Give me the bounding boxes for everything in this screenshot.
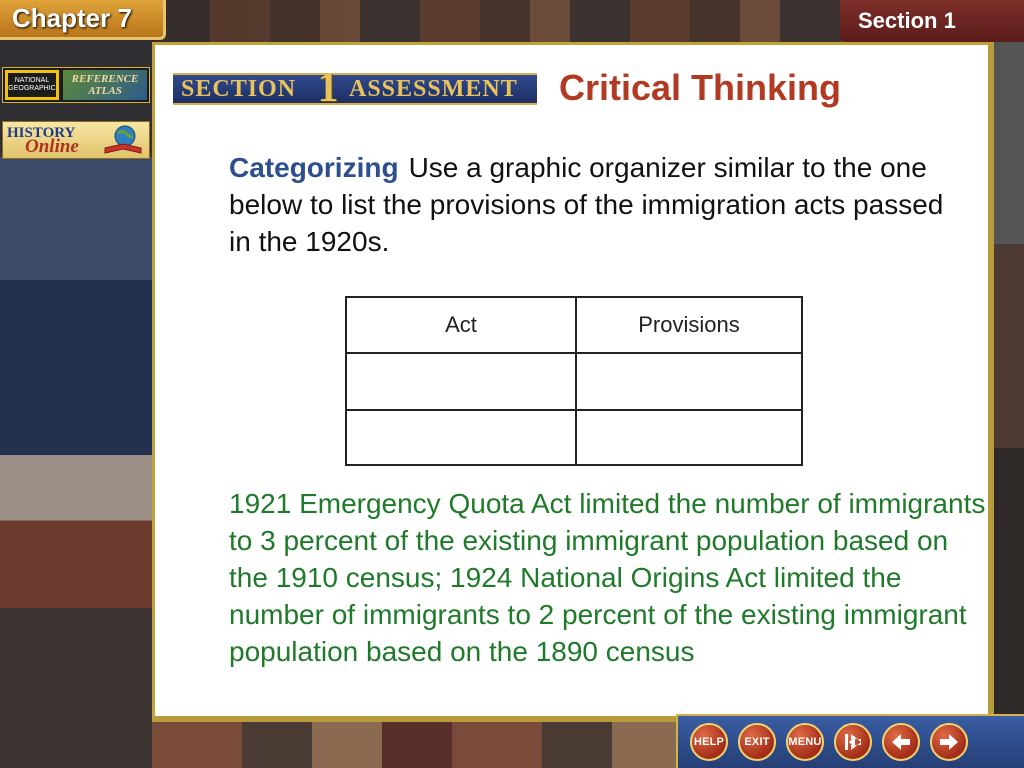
exit-button[interactable]: EXIT [738,723,776,761]
question-text: Use a graphic organizer similar to the one below to list the provisions of the immigration acts passed in the 1920s. [229,152,944,257]
banner-section-word: SECTION [181,76,297,102]
column-header-act: Act [347,298,577,354]
page-title: Critical Thinking [559,67,842,108]
table-cell [347,411,577,464]
question-prompt [229,149,949,260]
section-tab: Section 1 [840,0,1024,42]
menu-button[interactable]: MENU [786,723,824,761]
reference-atlas-line1: REFERENCE [71,73,139,85]
history-online-line1: HISTORY [7,125,76,141]
history-online-link[interactable] [2,121,150,159]
reference-atlas-label [63,70,147,100]
navigation-bar [676,714,1024,768]
table-cell [347,354,577,411]
national-geographic-logo: NATIONAL GEOGRAPHIC [5,70,59,100]
answer-text: 1921 Emergency Quota Act limited the number of immigrants to 3 percent of the existing immigrant population based on the 1910 census; 1924 National Origins Act limited the number of immigrants to 2 percent of the existing immigrant population based on the 1890 census [229,488,986,667]
arrow-right-icon [937,730,961,754]
graphic-organizer-table [345,296,803,466]
column-header-provisions: Provisions [577,298,801,354]
reference-atlas-line2: ATLAS [88,85,122,97]
first-page-button[interactable] [834,723,872,761]
table-cell [577,411,801,464]
next-button[interactable] [930,723,968,761]
banner-section-number: 1 [317,65,339,111]
history-online-logo [3,125,79,157]
assessment-card [152,42,994,722]
background-right-strip [992,40,1024,720]
arrow-left-icon [889,730,913,754]
chapter-tab: Chapter 7 [0,0,166,40]
section-assessment-banner [173,67,537,109]
table-cell [577,354,801,411]
first-page-icon [841,730,865,754]
globe-book-icon [101,124,145,156]
reference-atlas-link[interactable] [2,67,150,103]
banner-assessment-word: ASSESSMENT [349,76,518,102]
previous-button[interactable] [882,723,920,761]
history-online-line2: Online [25,136,79,157]
help-button[interactable]: HELP [690,723,728,761]
question-lead: Categorizing [229,152,399,183]
